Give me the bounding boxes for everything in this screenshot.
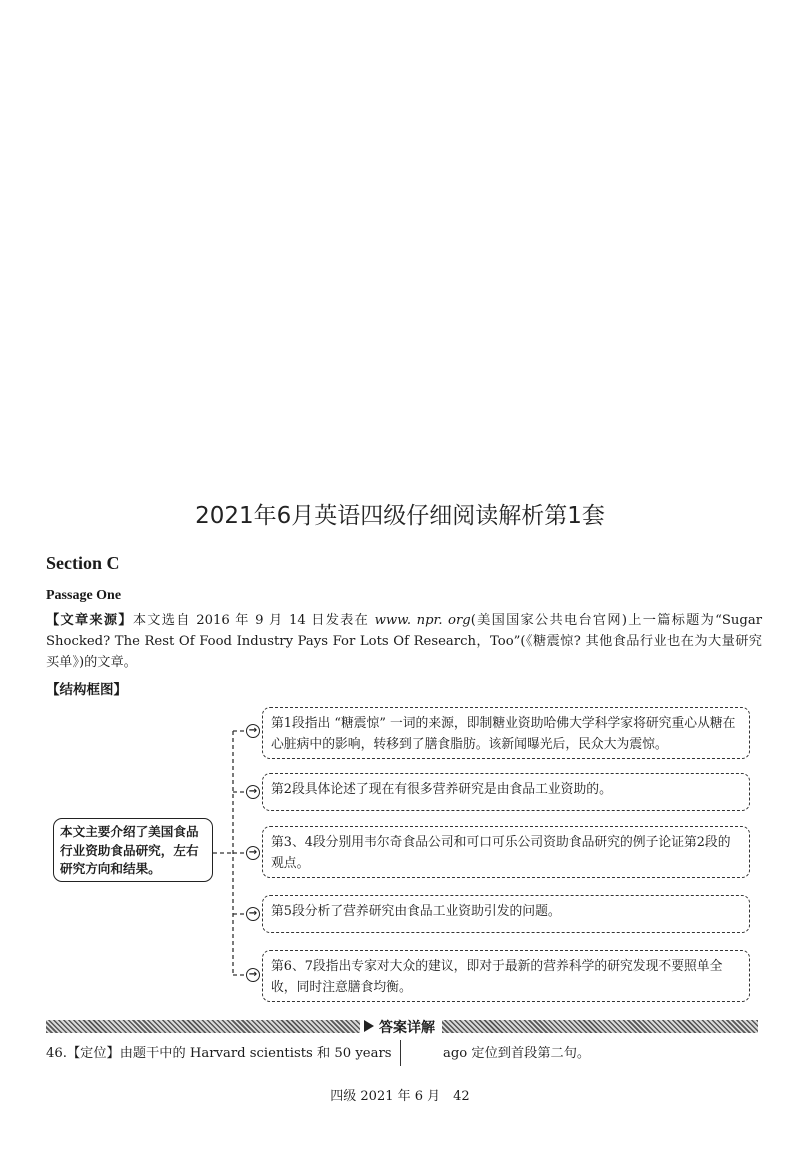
page-title: 2021年6月英语四级仔细阅读解析第1套 — [195, 503, 605, 529]
source-text-after: (美国国家公共电台官网)上一篇标题为“Sugar Shocked? The Rest Of Food Industry Pays For Lots Of Research，Too”(《糖震惊? 其他食品行业也在为大量研究买单》)的文章。 — [46, 613, 762, 670]
triangle-marker-icon — [364, 1020, 374, 1032]
source-label: 【文章来源】 — [46, 613, 133, 628]
source-text-before: 本文选自 2016 年 9 月 14 日发表在 — [132, 613, 375, 628]
answer-details-heading: 答案详解 — [379, 1020, 435, 1036]
passage-heading: Passage One — [46, 588, 122, 603]
structure-item-para6-7: 第6、7段指出专家对大众的建议，即对于最新的营养科学的研究发现不要照单全收，同时注意膳食均衡。 — [262, 950, 750, 1002]
arrow-right-icon: → — [246, 785, 260, 799]
question-46-locate-text: 46.【定位】由题干中的 Harvard scientists 和 50 years — [46, 1046, 392, 1061]
column-divider — [400, 1040, 401, 1066]
structure-diagram-label: 【结构框图】 — [46, 682, 127, 698]
source-site: www. npr. org — [374, 613, 471, 628]
arrow-right-icon: → — [246, 907, 260, 921]
page-footer: 四级 2021 年 6 月 42 — [330, 1089, 470, 1104]
arrow-right-icon: → — [246, 968, 260, 982]
structure-item-para3-4: 第3、4段分别用韦尔奇食品公司和可口可乐公司资助食品研究的例子论证第2段的观点。 — [262, 826, 750, 878]
question-46-locate-continued: ago 定位到首段第二句。 — [443, 1046, 591, 1061]
article-source-paragraph — [46, 610, 762, 673]
structure-summary-box: 本文主要介绍了美国食品行业资助食品研究，左右研究方向和结果。 — [53, 818, 213, 882]
arrow-right-icon: → — [246, 846, 260, 860]
structure-item-para1: 第1段指出 “糖震惊” 一词的来源，即制糖业资助哈佛大学科学家将研究重心从糖在心脏病中的影响，转移到了膳食脂肪。该新闻曝光后，民众大为震惊。 — [262, 707, 750, 759]
structure-item-para2: 第2段具体论述了现在有很多营养研究是由食品工业资助的。 — [262, 773, 750, 811]
answer-details-banner — [46, 1018, 758, 1036]
structure-item-para5: 第5段分析了营养研究由食品工业资助引发的问题。 — [262, 895, 750, 933]
banner-stripe-right — [442, 1020, 758, 1033]
section-heading: Section C — [46, 553, 120, 573]
banner-stripe-left — [46, 1020, 360, 1033]
arrow-right-icon: → — [246, 724, 260, 738]
